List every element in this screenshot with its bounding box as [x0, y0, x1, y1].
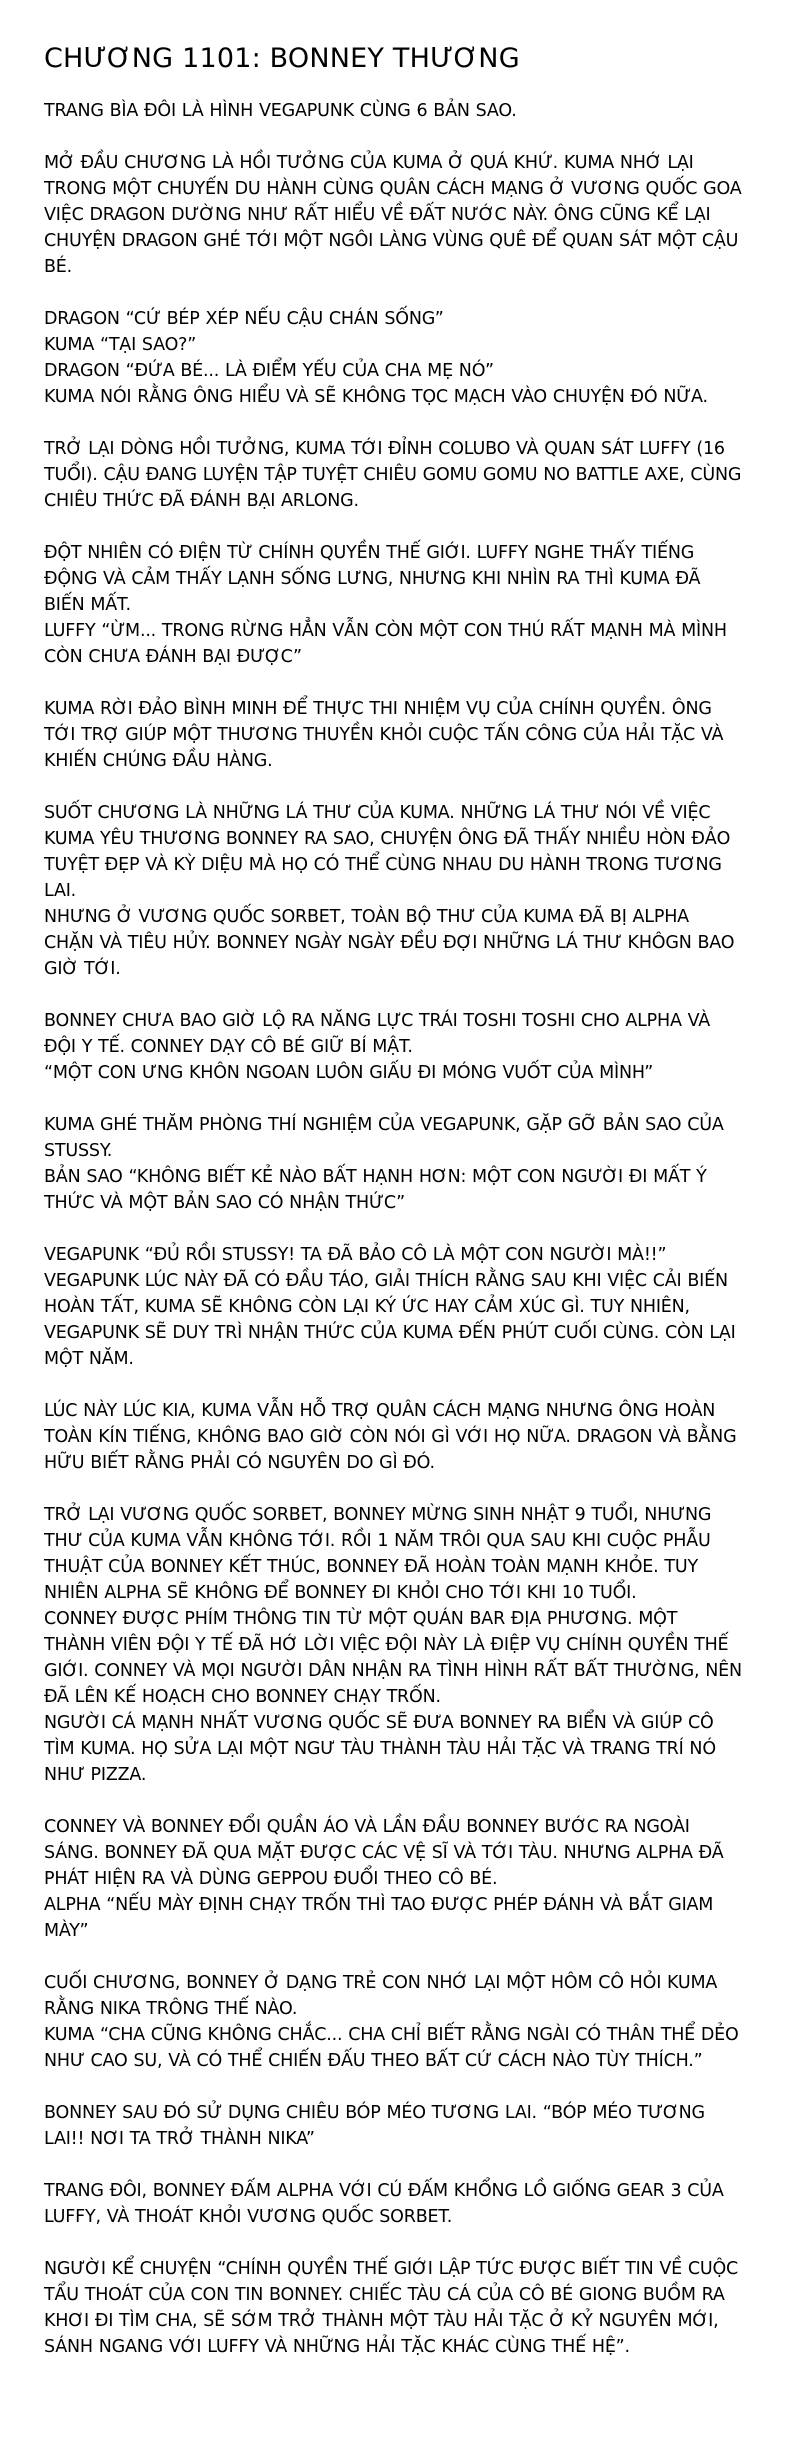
paragraph: [44, 2256, 742, 2360]
paragraph-line: TRỞ LẠI DÒNG HỒI TƯỞNG, KUMA TỚI ĐỈNH COLUBO VÀ QUAN SÁT LUFFY (16 TUỔI). CẬU ĐANG LUYỆN TẬP TUYỆT CHIÊU GOMU GOMU NO BATTLE AXE, CÙNG CHIÊU THỨC ĐÃ ĐÁNH BẠI ARLONG.: [44, 439, 742, 511]
paragraph: [44, 2100, 742, 2152]
paragraph-line: NGƯỜI KỂ CHUYỆN “CHÍNH QUYỀN THẾ GIỚI LẬP TỨC ĐƯỢC BIẾT TIN VỀ CUỘC TẨU THOÁT CỦA CON TIN BONNEY. CHIẾC TÀU CÁ CỦA CÔ BÉ GIONG BUỒM RA KHƠI ĐI TÌM CHA, SẼ SỚM TRỞ THÀNH MỘT TÀU HẢI TẶC Ở KỶ NGUYÊN MỚI, SÁNH NGANG VỚI LUFFY VÀ NHỮNG HẢI TẶC KHÁC CÙNG THẾ HỆ”.: [44, 2259, 739, 2357]
paragraph: [44, 800, 742, 982]
paragraph-line: LUFFY “ỪM... TRONG RỪNG HẲN VẪN CÒN MỘT CON THÚ RẤT MẠNH MÀ MÌNH CÒN CHƯA ĐÁNH BẠI ĐƯỢC”: [44, 621, 727, 667]
paragraph-line: KUMA “TẠI SAO?”: [44, 335, 197, 355]
paragraph-line: KUMA NÓI RẰNG ÔNG HIỂU VÀ SẼ KHÔNG TỌC MẠCH VÀO CHUYỆN ĐÓ NỮA.: [44, 387, 708, 407]
paragraph: [44, 436, 742, 514]
paragraph-line: DRAGON “CỨ BÉP XÉP NẾU CẬU CHÁN SỐNG”: [44, 309, 444, 329]
paragraph: [44, 150, 742, 280]
paragraph-line: TRANG BÌA ĐÔI LÀ HÌNH VEGAPUNK CÙNG 6 BẢN SAO.: [44, 101, 517, 121]
paragraph: [44, 1398, 742, 1476]
paragraph: [44, 1112, 742, 1216]
paragraph-line: NHƯNG Ở VƯƠNG QUỐC SORBET, TOÀN BỘ THƯ CỦA KUMA ĐÃ BỊ ALPHA CHẶN VÀ TIÊU HỦY. BONNEY NGÀY NGÀY ĐỀU ĐỢI NHỮNG LÁ THƯ KHÔGN BAO GIỜ TỚI.: [44, 907, 735, 979]
paragraph-line: MỞ ĐẦU CHƯƠNG LÀ HỒI TƯỞNG CỦA KUMA Ở QUÁ KHỨ. KUMA NHỚ LẠI TRONG MỘT CHUYẾN DU HÀNH CÙNG QUÂN CÁCH MẠNG Ở VƯƠNG QUỐC GOA VIỆC DRAGON DƯỜNG NHƯ RẤT HIỂU VỀ ĐẤT NƯỚC NÀY. ÔNG CŨNG KỂ LẠI CHUYỆN DRAGON GHÉ TỚI MỘT NGÔI LÀNG VÙNG QUÊ ĐỂ QUAN SÁT MỘT CẬU BÉ.: [44, 153, 742, 277]
paragraph-line: ALPHA “NẾU MÀY ĐỊNH CHẠY TRỐN THÌ TAO ĐƯỢC PHÉP ĐÁNH VÀ BẮT GIAM MÀY”: [44, 1895, 714, 1941]
paragraph: [44, 98, 742, 124]
paragraph-line: BONNEY CHƯA BAO GIỜ LỘ RA NĂNG LỰC TRÁI TOSHI TOSHI CHO ALPHA VÀ ĐỘI Y TẾ. CONNEY DẠY CÔ BÉ GIỮ BÍ MẬT.: [44, 1011, 711, 1057]
paragraph-line: TRANG ĐÔI, BONNEY ĐẤM ALPHA VỚI CÚ ĐẤM KHỔNG LỒ GIỐNG GEAR 3 CỦA LUFFY, VÀ THOÁT KHỎI VƯƠNG QUỐC SORBET.: [44, 2181, 724, 2227]
summary-paragraphs: [44, 98, 742, 2360]
chapter-title: CHƯƠNG 1101: BONNEY THƯƠNG: [44, 43, 520, 74]
paragraph-line: CONNEY ĐƯỢC PHÍM THÔNG TIN TỪ MỘT QUÁN BAR ĐỊA PHƯƠNG. MỘT THÀNH VIÊN ĐỘI Y TẾ ĐÃ HỚ LỜI VIỆC ĐỘI NÀY LÀ ĐIỆP VỤ CHÍNH QUYỀN THẾ GIỚI. CONNEY VÀ MỌI NGƯỜI DÂN NHẬN RA TÌNH HÌNH RẤT BẤT THƯỜNG, NÊN ĐÃ LÊN KẾ HOẠCH CHO BONNEY CHẠY TRỐN.: [44, 1609, 742, 1707]
paragraph: [44, 1970, 742, 2074]
paragraph: [44, 306, 742, 410]
paragraph-line: CUỐI CHƯƠNG, BONNEY Ở DẠNG TRẺ CON NHỚ LẠI MỘT HÔM CÔ HỎI KUMA RẰNG NIKA TRÔNG THẾ NÀO.: [44, 1973, 718, 2019]
paragraph-line: TRỞ LẠI VƯƠNG QUỐC SORBET, BONNEY MỪNG SINH NHẬT 9 TUỔI, NHƯNG THƯ CỦA KUMA VẪN KHÔNG TỚI. RỒI 1 NĂM TRÔI QUA SAU KHI CUỘC PHẪU THUẬT CỦA BONNEY KẾT THÚC, BONNEY ĐÃ HOÀN TOÀN MẠNH KHỎE. TUY NHIÊN ALPHA SẼ KHÔNG ĐỂ BONNEY ĐI KHỎI CHO TỚI KHI 10 TUỔI.: [44, 1505, 712, 1603]
paragraph: [44, 540, 742, 670]
paragraph-line: KUMA GHÉ THĂM PHÒNG THÍ NGHIỆM CỦA VEGAPUNK, GẶP GỠ BẢN SAO CỦA STUSSY.: [44, 1115, 724, 1161]
paragraph-line: VEGAPUNK “ĐỦ RỒI STUSSY! TA ĐÃ BẢO CÔ LÀ MỘT CON NGƯỜI MÀ!!”: [44, 1245, 667, 1265]
paragraph-line: “MỘT CON ƯNG KHÔN NGOAN LUÔN GIẤU ĐI MÓNG VUỐT CỦA MÌNH”: [44, 1063, 654, 1083]
paragraph: [44, 1814, 742, 1944]
paragraph-line: LÚC NÀY LÚC KIA, KUMA VẪN HỖ TRỢ QUÂN CÁCH MẠNG NHƯNG ÔNG HOÀN TOÀN KÍN TIẾNG, KHÔNG BAO GIỜ CÒN NÓI GÌ VỚI HỌ NỮA. DRAGON VÀ BẰNG HỮU BIẾT RẰNG PHẢI CÓ NGUYÊN DO GÌ ĐÓ.: [44, 1401, 737, 1473]
paragraph-line: KUMA RỜI ĐẢO BÌNH MINH ĐỂ THỰC THI NHIỆM VỤ CỦA CHÍNH QUYỀN. ÔNG TỚI TRỢ GIÚP MỘT THƯƠNG THUYỀN KHỎI CUỘC TẤN CÔNG CỦA HẢI TẶC VÀ KHIẾN CHÚNG ĐẦU HÀNG.: [44, 699, 724, 771]
paragraph-line: BẢN SAO “KHÔNG BIẾT KẺ NÀO BẤT HẠNH HƠN: MỘT CON NGƯỜI ĐI MẤT Ý THỨC VÀ MỘT BẢN SAO CÓ NHẬN THỨC”: [44, 1167, 707, 1213]
paragraph: [44, 1242, 742, 1372]
paragraph-line: VEGAPUNK LÚC NÀY ĐÃ CÓ ĐẦU TÁO, GIẢI THÍCH RẰNG SAU KHI VIỆC CẢI BIẾN HOÀN TẤT, KUMA SẼ KHÔNG CÒN LẠI KÝ ỨC HAY CẢM XÚC GÌ. TUY NHIÊN, VEGAPUNK SẼ DUY TRÌ NHẬN THỨC CỦA KUMA ĐẾN PHÚT CUỐI CÙNG. CÒN LẠI MỘT NĂM.: [44, 1271, 736, 1369]
paragraph: [44, 696, 742, 774]
paragraph-line: SUỐT CHƯƠNG LÀ NHỮNG LÁ THƯ CỦA KUMA. NHỮNG LÁ THƯ NÓI VỀ VIỆC KUMA YÊU THƯƠNG BONNEY RA SAO, CHUYỆN ÔNG ĐÃ THẤY NHIỀU HÒN ĐẢO TUYỆT ĐẸP VÀ KỲ DIỆU MÀ HỌ CÓ THỂ CÙNG NHAU DU HÀNH TRONG TƯƠNG LAI.: [44, 803, 731, 901]
paragraph-line: DRAGON “ĐỨA BÉ... LÀ ĐIỂM YẾU CỦA CHA MẸ NÓ”: [44, 361, 494, 381]
paragraph-line: CONNEY VÀ BONNEY ĐỔI QUẦN ÁO VÀ LẦN ĐẦU BONNEY BƯỚC RA NGOÀI SÁNG. BONNEY ĐÃ QUA MẶT ĐƯỢC CÁC VỆ SĨ VÀ TỚI TÀU. NHƯNG ALPHA ĐÃ PHÁT HIỆN RA VÀ DÙNG GEPPOU ĐUỔI THEO CÔ BÉ.: [44, 1817, 724, 1889]
paragraph-line: BONNEY SAU ĐÓ SỬ DỤNG CHIÊU BÓP MÉO TƯƠNG LAI. “BÓP MÉO TƯƠNG LAI!! NƠI TA TRỞ THÀNH NIKA”: [44, 2103, 705, 2149]
paragraph-line: ĐỘT NHIÊN CÓ ĐIỆN TỪ CHÍNH QUYỀN THẾ GIỚI. LUFFY NGHE THẤY TIẾNG ĐỘNG VÀ CẢM THẤY LẠNH SỐNG LƯNG, NHƯNG KHI NHÌN RA THÌ KUMA ĐÃ BIẾN MẤT.: [44, 543, 701, 615]
paragraph-line: NGƯỜI CÁ MẠNH NHẤT VƯƠNG QUỐC SẼ ĐƯA BONNEY RA BIỂN VÀ GIÚP CÔ TÌM KUMA. HỌ SỬA LẠI MỘT NGƯ TÀU THÀNH TÀU HẢI TẶC VÀ TRANG TRÍ NÓ NHƯ PIZZA.: [44, 1713, 716, 1785]
paragraph: [44, 1502, 742, 1788]
paragraph: [44, 2178, 742, 2230]
paragraph-line: KUMA “CHA CŨNG KHÔNG CHẮC... CHA CHỈ BIẾT RẰNG NGÀI CÓ THÂN THỂ DẺO NHƯ CAO SU, VÀ CÓ THỂ CHIẾN ĐẤU THEO BẤT CỨ CÁCH NÀO TÙY THÍCH.”: [44, 2025, 739, 2071]
paragraph: [44, 1008, 742, 1086]
